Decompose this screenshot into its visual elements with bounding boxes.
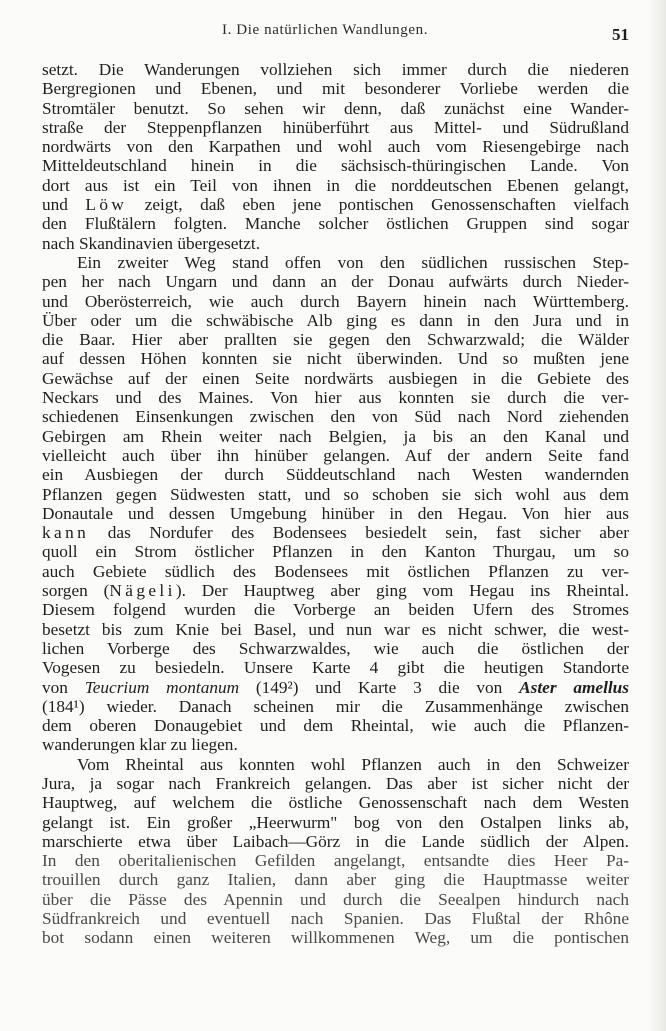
- text-line: Südfrankreich und eventuell nach Spanien. Das Flußtal der Rhône: [42, 909, 629, 929]
- text-line: Bergregionen und Ebenen, und mit besonderer Vorliebe werden die: [42, 79, 629, 99]
- text-line: auf dessen Höhen konnten sie nicht überwinden. Und so mußten jene: [42, 349, 629, 369]
- text-line-species: [42, 678, 629, 697]
- text-line: den Flußtälern folgten. Manche solcher östlichen Gruppen sind sogar: [42, 214, 629, 234]
- text-line: nach Skandinavien übergesetzt.: [42, 233, 261, 253]
- text-line: Diesem folgend wurden die Vorberge an beiden Ufern des Stromes: [42, 600, 629, 620]
- text-line: (184¹) wieder. Danach scheinen mir die Zusammenhänge zwischen: [42, 696, 629, 716]
- text-line: dem oberen Donaugebiet und dem Rheintal, wie auch die Pflanzen-: [42, 716, 629, 736]
- text-line-with-author: [42, 581, 629, 600]
- author-name: Nägeli: [109, 581, 176, 601]
- text-segment: ). Der Hauptweg aber ging vom Hegau ins Rheintal.: [175, 581, 629, 601]
- text-line: pen her nach Ungarn und dann an der Donau aufwärts durch Nieder-: [42, 272, 629, 292]
- author-name: Löw: [85, 195, 128, 215]
- text-line: Stromtäler benutzt. So sehen wir denn, daß zunächst eine Wander-: [42, 98, 629, 118]
- species-name: Teucrium montanum: [84, 677, 240, 697]
- text-line: Gewächse auf der einen Seite nordwärts ausbiegen in die Gebiete des: [42, 368, 629, 388]
- text-line: marschierte etwa über Laibach—Görz in die Lande südlich der Alpen.: [42, 831, 629, 851]
- text-line: nordwärts von den Karpathen und wohl auch vom Riesengebirge nach: [42, 137, 629, 157]
- text-line: In den oberitalienischen Gefilden angelangt, entsandte dies Heer Pa-: [42, 851, 629, 871]
- running-head: I. Die natürlichen Wandlungen.: [222, 22, 429, 38]
- page-number: 51: [612, 25, 629, 44]
- text-line: besetzt bis zum Knie bei Basel, und nun war es nicht schwer, die west-: [42, 619, 629, 639]
- text-line: Mitteldeutschland hinein in die sächsisch-thüringischen Lande. Von: [42, 156, 629, 176]
- text-segment: von: [42, 677, 85, 697]
- text-line: die Baar. Hier aber prallten sie gegen den Schwarzwald; die Wälder: [42, 330, 629, 350]
- text-line: straße der Steppenpflanzen hinüberführt aus Mittel- und Südrußland: [42, 117, 629, 137]
- text-line: auch Gebiete südlich des Bodensees mit östlichen Pflanzen zu ver-: [42, 561, 629, 581]
- text-line: vielleicht auch über ihn hinüber gelangen. Auf der andern Seite fand: [42, 445, 629, 465]
- text-line: setzt. Die Wanderungen vollziehen sich immer durch die niederen: [42, 60, 629, 79]
- text-segment: und: [42, 195, 86, 215]
- text-line: Hauptweg, auf welchem die östliche Genossenschaft nach dem Westen: [42, 793, 629, 813]
- text-line: Jura, ja sogar nach Frankreich gelangen. Das aber ist sicher nicht der: [42, 773, 629, 793]
- text-line: ein Ausbiegen der durch Süddeutschland nach Westen wandernden: [42, 465, 629, 485]
- text-line: dort aus ist ein Teil von ihnen in die norddeutschen Ebenen gelangt,: [42, 175, 629, 195]
- text-line: Neckars und des Maines. Von hier aus konnten sie durch die ver-: [42, 388, 629, 408]
- text-segment: (149²) und Karte 3 die von: [239, 677, 520, 697]
- paragraph-start-line: Vom Rheintal aus konnten wohl Pflanzen auch in den Schweizer: [77, 754, 629, 774]
- text-line: wanderungen klar zu liegen.: [42, 735, 238, 755]
- emphasized-word: kann: [42, 523, 90, 543]
- text-line: über die Pässe des Apennin und durch die Seealpen hindurch nach: [42, 889, 629, 909]
- text-line: quoll ein Strom östlicher Pflanzen in den Kanton Thurgau, um so: [42, 542, 629, 562]
- text-line: Gebirgen am Rhein weiter nach Belgien, ja bis an den Kanal und: [42, 426, 629, 446]
- text-line: Über oder um die schwäbische Alb ging es dann in den Jura und in: [42, 310, 629, 330]
- text-line: bot sodann einen weiteren willkommenen Weg, um die pontischen: [42, 928, 629, 948]
- text-line: schiedenen Einsenkungen zwischen den von Süd nach Nord ziehenden: [42, 407, 629, 427]
- text-line: Vogesen zu besiedeln. Unsere Karte 4 gibt die heutigen Standorte: [42, 658, 629, 678]
- body-text: [42, 60, 629, 948]
- page-header: [0, 18, 666, 44]
- text-line: gelangt ist. Ein großer „Heerwurm" bog von den Ostalpen links ab,: [42, 812, 629, 832]
- text-segment: sorgen (: [42, 581, 110, 601]
- text-line: und Oberösterreich, wie auch durch Bayern hinein nach Württemberg.: [42, 291, 629, 311]
- page-edge-shadow: [648, 0, 666, 1031]
- text-line: Donautale und dessen Umgebung hinüber in den Hegau. Von hier aus: [42, 503, 629, 523]
- text-line: Pflanzen gegen Südwesten statt, und so schoben sie sich wohl aus dem: [42, 484, 629, 504]
- species-name: Aster amellus: [519, 677, 630, 697]
- text-segment: das Nordufer des Bodensees besiedelt sein, fast sicher aber: [89, 523, 629, 543]
- text-line-with-author: [42, 195, 629, 214]
- text-line-emphasis: [42, 523, 629, 542]
- paragraph-start-line: Ein zweiter Weg stand offen von den südlichen russischen Step-: [77, 252, 629, 272]
- text-segment: zeigt, daß eben jene pontischen Genossenschaften vielfach: [127, 195, 629, 215]
- text-line: lichen Vorberge des Schwarzwaldes, wie auch die östlichen der: [42, 638, 629, 658]
- text-line: trouillen durch ganz Italien, dann aber ging die Hauptmasse weiter: [42, 870, 629, 890]
